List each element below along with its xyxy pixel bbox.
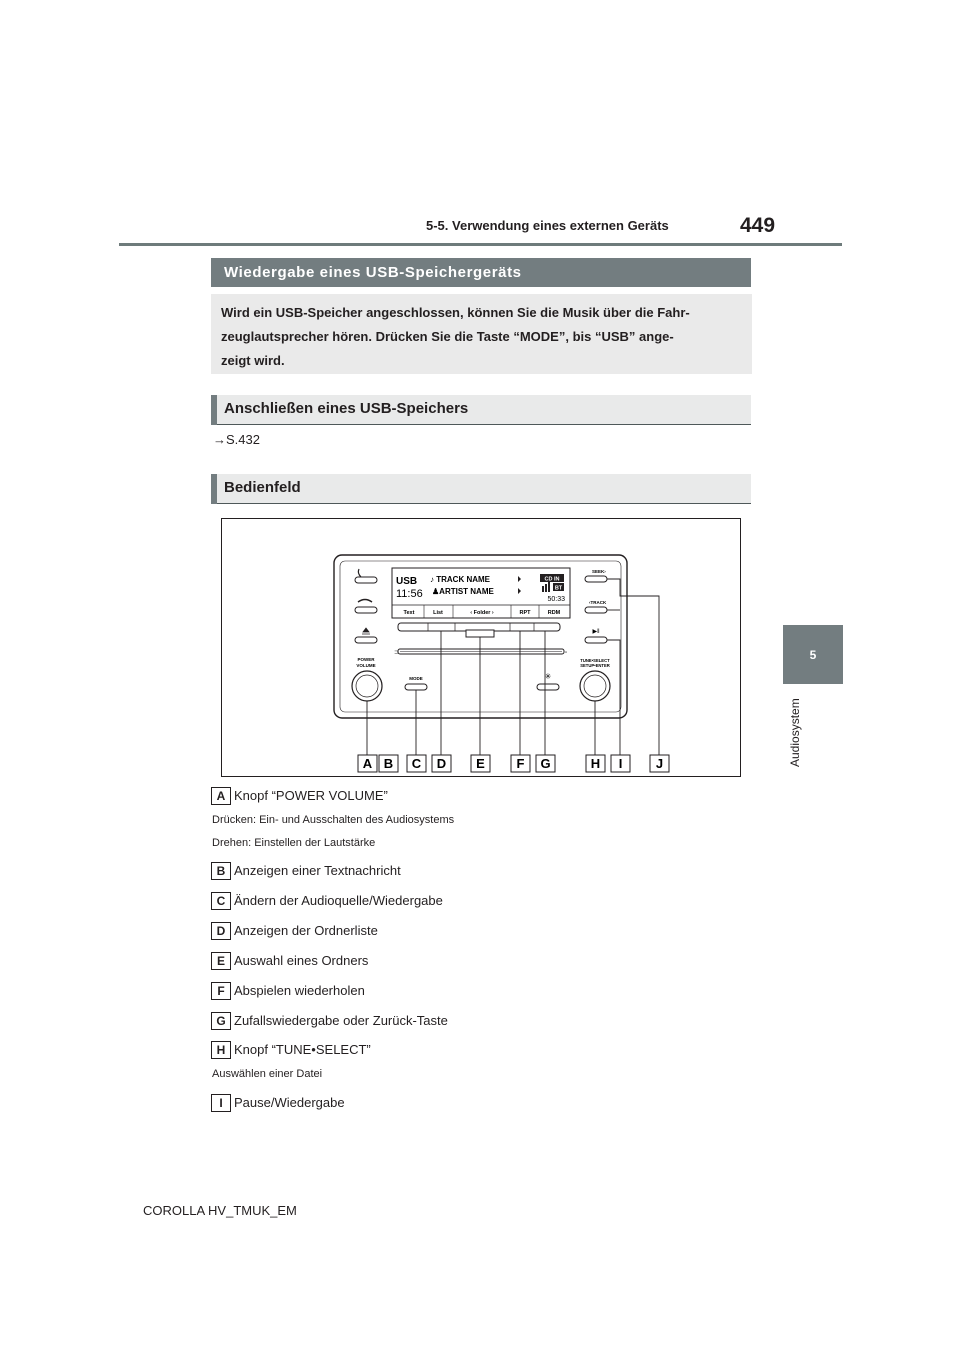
softkey-text: Text bbox=[403, 610, 415, 616]
page-reference: →S.432 bbox=[213, 432, 260, 447]
subsection-panel-title: Bedienfeld bbox=[211, 474, 751, 504]
seek-label: SEEK› bbox=[592, 569, 606, 574]
note-turn: Drehen: Einstellen der Lautstärke bbox=[212, 837, 376, 849]
intro-box bbox=[211, 294, 752, 374]
callout-a: A bbox=[362, 756, 373, 771]
slot-indicator-left: ⊃ bbox=[394, 650, 400, 656]
intro-line: zeuglautsprecher hören. Drücken Sie die Taste “MODE”, bis “USB” ange- bbox=[221, 329, 674, 344]
softkey-folder: ‹ Folder › bbox=[470, 610, 494, 616]
main-title: Wiedergabe eines USB-Speichergeräts bbox=[211, 258, 751, 287]
legend-letter: H bbox=[211, 1041, 231, 1059]
display-elapsed: 50:33 bbox=[547, 596, 565, 603]
fan-button bbox=[537, 684, 559, 690]
callout-e: E bbox=[476, 756, 485, 771]
control-panel-figure bbox=[221, 518, 741, 777]
callout-f: F bbox=[516, 756, 525, 771]
legend-text: Pause/Wiedergabe bbox=[234, 1095, 345, 1110]
callout-letters bbox=[358, 755, 669, 772]
callout-g: G bbox=[540, 756, 551, 771]
legend-letter: E bbox=[211, 952, 231, 970]
mode-button bbox=[405, 684, 427, 690]
fan-icon: ✳ bbox=[544, 672, 552, 681]
softkey-rpt: RPT bbox=[519, 610, 531, 616]
display-bt-badge: BT bbox=[554, 585, 563, 592]
eject-button bbox=[355, 637, 377, 643]
folder-rocker bbox=[466, 630, 494, 637]
power-volume-knob bbox=[352, 671, 382, 701]
softkey-list: List bbox=[433, 610, 443, 616]
callout-j: J bbox=[655, 756, 664, 771]
legend-letter: I bbox=[211, 1094, 231, 1112]
legend-letter: F bbox=[211, 982, 231, 1000]
legend-text: Knopf “TUNE•SELECT” bbox=[234, 1042, 371, 1057]
display-source: USB bbox=[396, 576, 418, 587]
section-header: 5-5. Verwendung eines externen Geräts bbox=[426, 218, 669, 233]
legend-letter: A bbox=[211, 787, 231, 805]
power-label: POWER bbox=[357, 657, 375, 662]
chapter-tab: 5 bbox=[783, 625, 843, 684]
hangup-button bbox=[355, 607, 377, 613]
control-panel-illustration bbox=[222, 519, 740, 776]
callout-c: C bbox=[411, 756, 422, 771]
tune-label: TUNE•SELECT bbox=[580, 658, 610, 663]
chapter-label: Audiosystem bbox=[788, 698, 802, 768]
volume-label: VOLUME bbox=[356, 663, 376, 668]
track-button bbox=[585, 607, 607, 613]
display-time: 11:56 bbox=[396, 588, 423, 600]
intro-line: zeigt wird. bbox=[221, 353, 285, 368]
seek-button bbox=[585, 576, 607, 582]
mode-label: MODE bbox=[409, 676, 423, 681]
legend-text: Zufallswiedergabe oder Zurück-Taste bbox=[234, 1013, 448, 1028]
note-select-file: Auswählen einer Datei bbox=[212, 1068, 323, 1080]
legend-text: Ändern der Audioquelle/Wiedergabe bbox=[234, 893, 443, 908]
phone-button bbox=[355, 577, 377, 583]
play-pause-icon: ▶‖ bbox=[592, 629, 600, 635]
legend-letter: B bbox=[211, 862, 231, 880]
softkey-rdm: RDM bbox=[547, 610, 561, 616]
subsection-connect-title: Anschließen eines USB-Speichers bbox=[211, 395, 751, 425]
display-cd-badge: CD IN bbox=[544, 576, 560, 583]
legend-letter: D bbox=[211, 922, 231, 940]
callout-h: H bbox=[590, 756, 601, 771]
play-pause-button bbox=[585, 637, 607, 643]
legend-letter: G bbox=[211, 1012, 231, 1030]
legend-text: Auswahl eines Ordners bbox=[234, 953, 369, 968]
intro-line: Wird ein USB-Speicher angeschlossen, können Sie die Musik über die Fahr- bbox=[221, 305, 690, 320]
track-label: ‹TRACK bbox=[589, 600, 607, 605]
note-press: Drücken: Ein- und Ausschalten des Audiosystems bbox=[212, 814, 455, 826]
callout-i: I bbox=[618, 756, 623, 771]
setup-label: SETUP•ENTER bbox=[580, 663, 610, 668]
legend-text: Abspielen wiederholen bbox=[234, 983, 365, 998]
tune-select-knob bbox=[580, 671, 610, 701]
footer-model-code: COROLLA HV_TMUK_EM bbox=[143, 1203, 297, 1218]
callout-d: D bbox=[436, 756, 447, 771]
legend-text: Anzeigen einer Textnachricht bbox=[234, 863, 401, 878]
header-rule bbox=[119, 243, 842, 246]
legend-text: Anzeigen der Ordnerliste bbox=[234, 923, 378, 938]
slot-indicator-right: ▫ bbox=[565, 650, 568, 656]
callout-b: B bbox=[383, 756, 394, 771]
legend-letter: C bbox=[211, 892, 231, 910]
display-track: ♪ TRACK NAME bbox=[430, 575, 490, 584]
display-artist: ♟ARTIST NAME bbox=[432, 587, 494, 596]
legend-text: Knopf “POWER VOLUME” bbox=[234, 788, 388, 803]
page-number: 449 bbox=[740, 214, 776, 237]
